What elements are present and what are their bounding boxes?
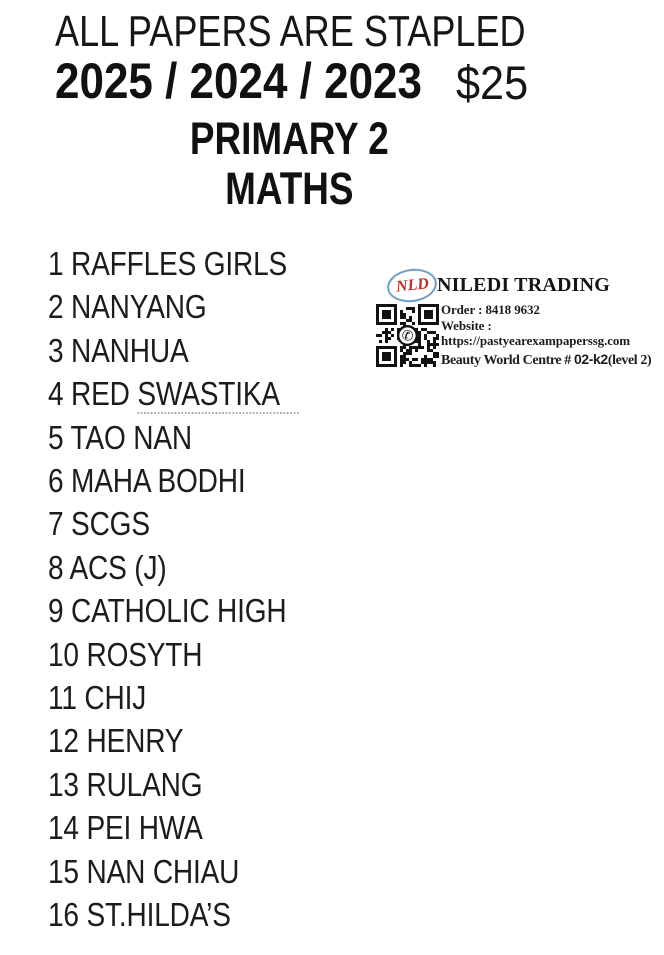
list-item: 13 RULANG bbox=[48, 765, 203, 803]
address-prefix: Beauty World Centre # bbox=[441, 352, 575, 368]
address-suffix: (level 2) bbox=[607, 352, 652, 368]
list-item: 2 NANYANG bbox=[48, 288, 207, 326]
list-item: 16 ST.HILDA’S bbox=[48, 896, 231, 934]
school-list bbox=[48, 242, 343, 937]
years-label: 2025 / 2024 / 2023 bbox=[55, 53, 423, 109]
list-item: 4 RED SWASTIKA bbox=[48, 372, 299, 415]
list-item: 15 NAN CHIAU bbox=[48, 852, 240, 890]
level-title bbox=[0, 113, 578, 165]
list-item: 8 ACS (J) bbox=[48, 548, 167, 586]
vendor-logo-oval bbox=[385, 266, 439, 306]
page-title: ALL PAPERS ARE STAPLED bbox=[55, 7, 526, 56]
subject-title-text: MATHS bbox=[224, 163, 354, 214]
website-label: Website : bbox=[441, 317, 492, 333]
list-item: 11 CHIJ bbox=[48, 679, 147, 717]
list-item: 14 PEI HWA bbox=[48, 809, 203, 847]
order-phone-line: Order : 8418 9632 bbox=[441, 302, 540, 317]
list-item: 12 HENRY bbox=[48, 722, 184, 760]
address-line bbox=[441, 350, 651, 370]
list-item: 1 RAFFLES GIRLS bbox=[48, 245, 288, 282]
qr-code-image bbox=[376, 304, 439, 367]
price-label: $25 bbox=[456, 56, 529, 109]
list-item: 9 CATHOLIC HIGH bbox=[48, 592, 287, 630]
list-item: 7 SCGS bbox=[48, 505, 150, 543]
subject-title bbox=[0, 163, 578, 215]
list-item: 5 TAO NAN bbox=[48, 418, 192, 456]
phone-icon: ✆ bbox=[401, 328, 414, 344]
level-title-text: PRIMARY 2 bbox=[189, 113, 389, 164]
vendor-info bbox=[441, 302, 651, 370]
address-unit: 02-k2 bbox=[574, 350, 608, 367]
list-item: 10 ROSYTH bbox=[48, 635, 203, 673]
list-item: 6 MAHA BODHI bbox=[48, 462, 246, 500]
list-item: 3 NANHUA bbox=[48, 331, 189, 369]
spellcheck-underlined-text: SWASTIKA bbox=[137, 375, 298, 414]
vendor-name: NILEDI TRADING bbox=[437, 274, 611, 296]
vendor-logo-text: NLD bbox=[394, 274, 430, 296]
website-url: https://pastyearexampaperssg.com bbox=[441, 333, 631, 349]
